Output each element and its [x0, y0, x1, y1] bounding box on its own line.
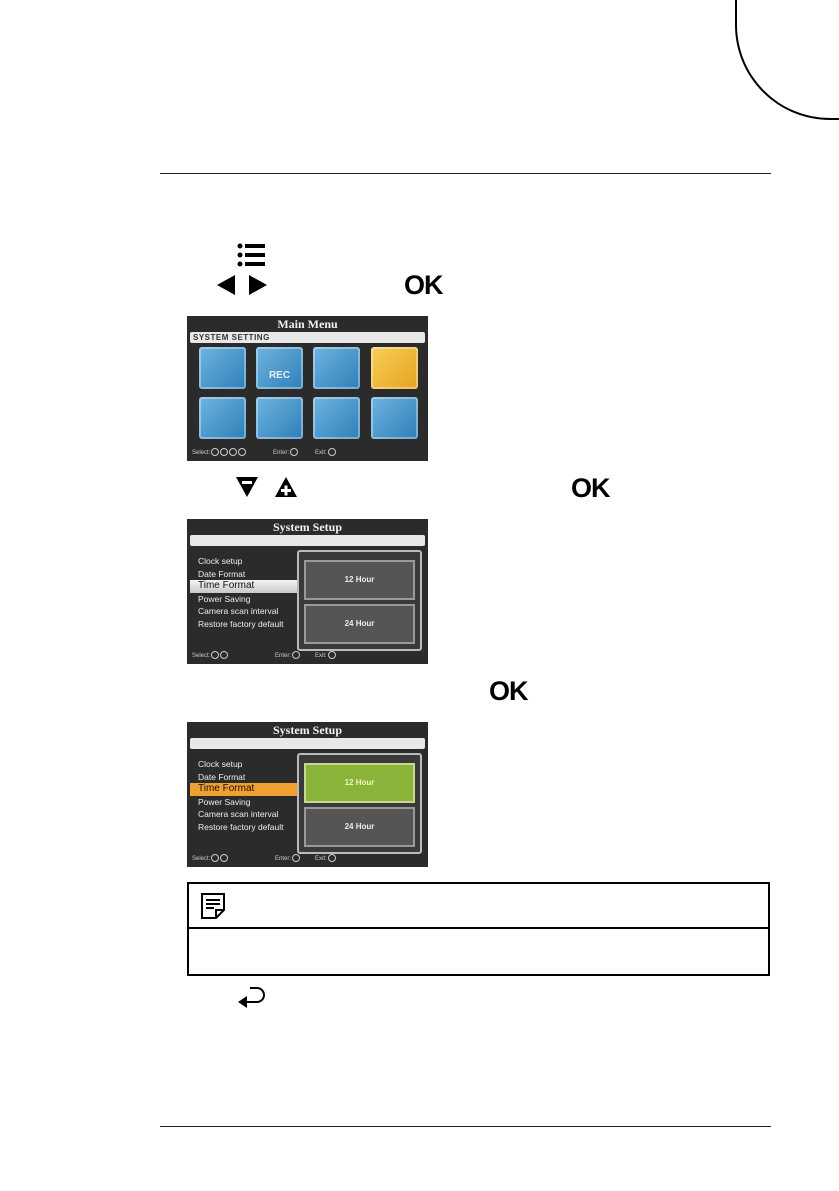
main-menu-subtitle: SYSTEM SETTING	[190, 332, 425, 343]
menu-item: Clock setup	[198, 556, 243, 566]
option-12-hour-active: 12 Hour	[304, 763, 415, 803]
camera-device-icon	[199, 397, 246, 439]
footer-select-label: Select:	[192, 450, 211, 456]
sd-card-icon	[371, 397, 418, 439]
menu-item-selected: Time Format	[190, 580, 305, 593]
system-setup-screenshot-1	[187, 519, 428, 664]
camera-icon	[199, 347, 246, 389]
menu-item: Power Saving	[198, 593, 251, 604]
display-icon	[313, 397, 360, 439]
right-arrow-icon	[248, 274, 268, 301]
ok-button-icon-3: OK	[489, 676, 528, 706]
system-setup-title: System Setup	[272, 520, 342, 534]
record-icon	[256, 347, 303, 389]
system-setup-screenshot-2	[187, 722, 428, 867]
rec-label: REC	[268, 370, 291, 381]
menu-item: Date Format	[198, 568, 246, 579]
menu-item: Camera scan interval	[198, 606, 279, 616]
menu-item: Camera scan interval	[198, 809, 279, 819]
page-corner-decoration	[735, 0, 839, 120]
option-12-hour: 12 Hour	[304, 560, 415, 600]
footer-select-label: Select:	[192, 856, 211, 862]
note-box	[187, 882, 770, 976]
header-rule	[160, 173, 771, 174]
footer-exit-label: Exit:	[315, 450, 327, 456]
system-setup-bar	[190, 535, 425, 546]
footer-enter-label: Enter:	[273, 450, 290, 456]
footer-enter-label: Enter:	[275, 653, 292, 659]
main-menu-title: Main Menu	[277, 317, 338, 331]
back-return-icon	[237, 985, 267, 1014]
system-setup-menu	[190, 555, 305, 630]
footer-exit-label: Exit:	[315, 856, 327, 862]
ok-button-icon: OK	[404, 270, 443, 300]
system-setup-bar	[190, 738, 425, 749]
footer-select-label: Select:	[192, 653, 211, 659]
options-panel	[297, 753, 422, 854]
option-24-hour: 24 Hour	[304, 604, 415, 644]
footer-rule	[160, 1126, 771, 1127]
footer-enter-label: Enter:	[275, 856, 292, 862]
menu-item: Clock setup	[198, 759, 243, 769]
options-panel	[297, 550, 422, 651]
clock-icon	[256, 397, 303, 439]
system-setup-footer	[187, 648, 428, 664]
main-menu-screenshot	[187, 316, 428, 461]
menu-item: Restore factory default	[198, 821, 284, 832]
system-setup-title: System Setup	[272, 723, 342, 737]
gear-icon	[371, 347, 418, 389]
note-icon	[200, 892, 226, 925]
menu-item-selected: Time Format	[190, 783, 305, 796]
option-24-hour: 24 Hour	[304, 807, 415, 847]
system-setup-footer	[187, 851, 428, 867]
menu-item: Power Saving	[198, 796, 251, 807]
menu-item: Restore factory default	[198, 618, 284, 629]
menu-list-icon	[237, 243, 265, 267]
note-divider	[189, 927, 768, 929]
up-button-icon	[274, 476, 298, 503]
down-button-icon	[235, 476, 259, 503]
footer-exit-label: Exit:	[315, 653, 327, 659]
ok-button-icon-2: OK	[571, 473, 610, 503]
left-arrow-icon	[216, 274, 236, 301]
calendar-icon	[313, 347, 360, 389]
menu-item: Date Format	[198, 771, 246, 782]
main-menu-footer	[187, 445, 428, 461]
system-setup-menu	[190, 758, 305, 833]
